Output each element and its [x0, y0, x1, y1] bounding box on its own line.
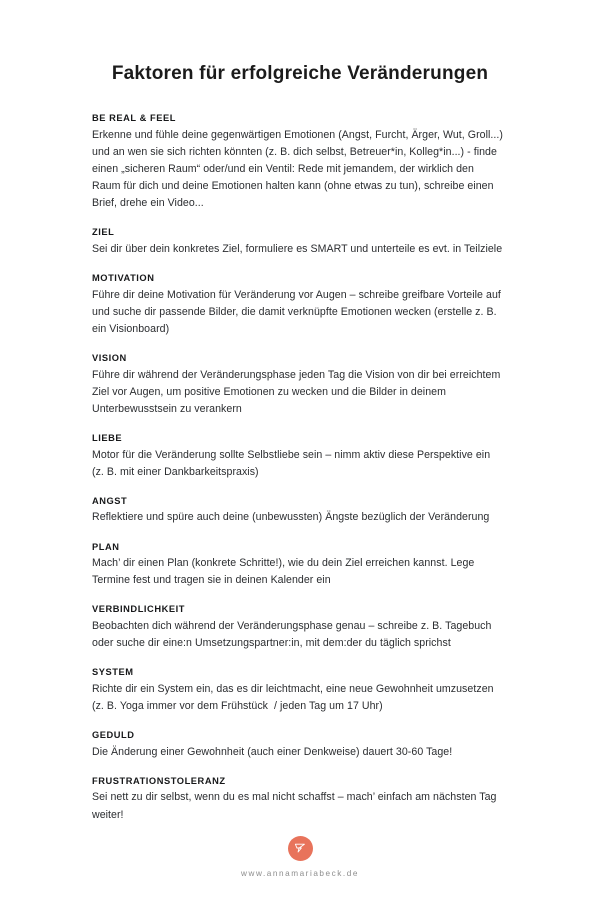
section-body-text: Motor für die Veränderung sollte Selbstliebe sein – nimm aktiv diese Perspektive ein (z. B. mit einer Dankbarkeitspraxis) — [92, 448, 494, 478]
page-title: Faktoren für erfolgreiche Veränderungen — [111, 63, 489, 84]
section-body-text: Führe dir deine Motivation für Veränderung vor Augen – schreibe greifbare Vorteile auf und suche dir passende Bilder, die damit verknüpfte Emotionen wecken (erstelle z. B. ein Visionboard) — [92, 288, 504, 335]
section-heading: VISION — [92, 353, 127, 364]
section-body-text: Führe dir während der Veränderungsphase jeden Tag die Vision von dir bei erreichtem Ziel vor Augen, um positive Emotionen zu wecken und die Bilder in deinem Unterbewusstsein zu verankern — [92, 368, 504, 415]
section-heading: VERBINDLICHKEIT — [92, 604, 185, 615]
content-section — [92, 541, 504, 590]
section-heading: MOTIVATION — [92, 273, 155, 284]
page-footer — [0, 836, 600, 878]
content-section — [92, 729, 504, 761]
section-body-text: Sei dir über dein konkretes Ziel, formuliere es SMART und unterteile es evt. in Teilziele — [92, 242, 503, 255]
section-body-text: Beobachten dich während der Veränderungsphase genau – schreibe z. B. Tagebuch oder suche dir eine:n Umsetzungspartner:in, mit dem:der du täglich sprichst — [92, 620, 495, 650]
content-section — [92, 495, 504, 527]
content-section — [92, 272, 504, 338]
section-heading: ANGST — [92, 495, 128, 506]
content-section — [92, 775, 504, 824]
footer-website-url[interactable]: www.annamariabeck.de — [241, 868, 359, 878]
section-body-text: Richte dir ein System ein, das es dir leichtmacht, eine neue Gewohnheit umzusetzen (z. B. Yoga immer vor dem Frühstück / jeden Tag um 17 Uhr) — [92, 682, 497, 713]
section-heading: FRUSTRATIONSTOLERANZ — [92, 775, 226, 786]
section-body-text: Mach’ dir einen Plan (konkrete Schritte!), wie du dein Ziel erreichen kannst. Lege Termine fest und tragen sie in deinen Kalender ein — [92, 557, 478, 587]
bird-logo-icon — [288, 836, 313, 861]
content-section — [92, 352, 504, 418]
section-body-text: Reflektiere und spüre auch deine (unbewussten) Ängste bezüglich der Veränderung — [92, 511, 490, 524]
section-heading: PLAN — [92, 541, 120, 552]
section-body-text: Die Änderung einer Gewohnheit (auch einer Denkweise) dauert 30-60 Tage! — [92, 745, 453, 758]
content-section — [92, 226, 504, 258]
sections-container — [92, 112, 504, 824]
section-heading: GEDULD — [92, 730, 135, 741]
section-heading: ZIEL — [92, 227, 115, 238]
section-heading: SYSTEM — [92, 667, 134, 678]
section-heading: LIEBE — [92, 433, 123, 444]
content-section — [92, 666, 504, 715]
content-section — [92, 432, 504, 481]
content-section — [92, 603, 504, 652]
section-heading: BE REAL & FEEL — [92, 113, 176, 123]
section-body-text: Sei nett zu dir selbst, wenn du es mal nicht schaffst – mach’ einfach am nächsten Tag weiter! — [92, 791, 500, 821]
section-body-text: Erkenne und fühle deine gegenwärtigen Emotionen (Angst, Furcht, Ärger, Wut, Groll...) und an wen sie sich richten könnten (z. B. dich selbst, Betreuer*in, Kolleg*in...) - finde einen „sicheren Raum“ oder/und ein Ventil: Rede mit jemandem, der wirklich den Raum für dich und deine Emotionen halten kann (ohne etwas zu tun), schreibe einen Brief, drehe ein Video... — [92, 128, 506, 210]
content-section — [92, 112, 504, 212]
